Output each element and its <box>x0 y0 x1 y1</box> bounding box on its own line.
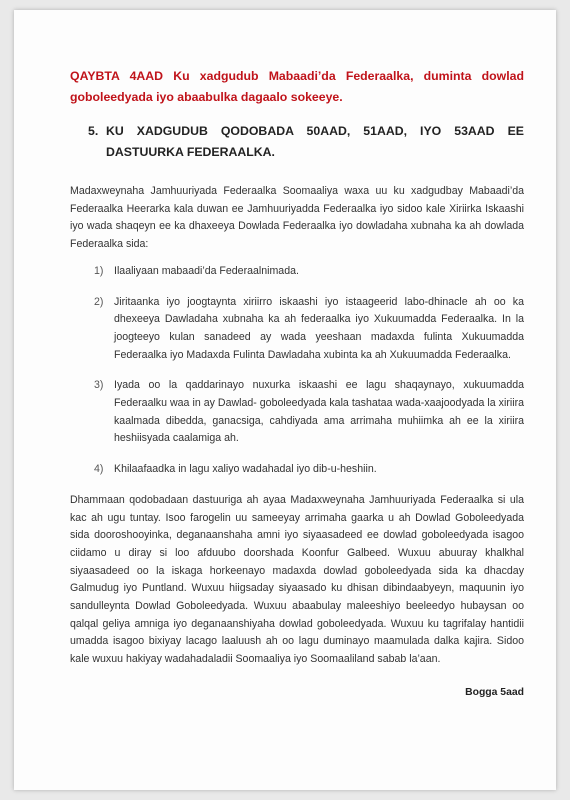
list-marker: 1) <box>94 264 104 277</box>
list-item <box>94 294 524 365</box>
summary-paragraph: Dhammaan qodobadaan dastuuriga ah ayaa Madaxweynaha Jamhuuriyada Federaalka si ula kac ah ugu tuntay. Isoo farogelin uu sameeyay arrimaha gaarka u ah Dowlad Goboleedyada sida dooroshooyinka, deganaanshaha amni iyo siyaasadeed ee dowlad goboleedyada isagoo ciidamo u diray si loo afduubo doorshada Koonfur Galbeed. Wuxuu abuuray khalkhal siyaasadeed oo la iskaga horkeenayo madaxda dowlad goboleedyada sida ka dhacday Galmudug iyo Puntland. Wuxuu hiigsaday siyaasado ku dhisan dibindaabyeyn, maquunin iyo sandulleynta Dowlad Goboleedyada. Wuxuu abaabulay maleeshiyo beeleedyo hubaysan oo qalqal geliya amniga iyo deganaanshiyaha dowlad goboleedyada. Wuxuu ku tagrifalay hantidii umadda isagoo bixiyay lacago laaluush ah oo lagu duminayo maamulada dalka kajira. Sidoo kale wuxuu hakiyay wadahadaladii Soomaaliya iyo Soomaaliland sabab la’aan. <box>70 493 524 666</box>
part-title: QAYBTA 4AAD Ku xadgudub Mabaadi’da Federaalka, duminta dowlad goboleedyada iyo abaabulka dagaalo sokeeye. <box>70 69 524 104</box>
section-title: KU XADGUDUB QODOBADA 50AAD, 51AAD, IYO 53AAD EE DASTUURKA FEDERAALKA. <box>106 124 524 159</box>
list-item-text: Jiritaanka iyo joogtaynta xiriirro iskaashi iyo istaageerid labo-dhinacle ah oo ka dhexeeya Dawladaha xubnaha ka ah federaalka iyo Xukuumadda Federaalka. In la joogteeyo kulan sanadeed ay wada yeeshaan madaxda fulinta Xukuumadda Federaalka iyo Madaxda Fulinta Dawladaha xubinta ka ah Xukuumadda Federaalka. <box>114 295 524 361</box>
section-number: 5. <box>88 124 99 138</box>
intro-paragraph: Madaxweynaha Jamhuuriyada Federaalka Soomaaliya waxa uu ku xadgudbay Mabaadi’da Federaalka Heerarka kala duwan ee Jamhuuriyadda Federaalka iyo sidoo kale Xiriirka Iskaashi iyo wada shaqeyn ee ka dhaxeeya Dowlada Federaalka iyo dowladaha xubnaha ka ah dowlada Federaalka sida: <box>70 185 524 251</box>
list-item-text: Ilaaliyaan mabaadi’da Federaalnimada. <box>114 264 299 277</box>
list-item <box>94 377 524 448</box>
list-item-text: Iyada oo la qaddarinayo nuxurka iskaashi ee lagu shaqaynayo, xukuumadda Federaalku waa in ay Dawlad- goboleedyada kala tashataa wada-xaajoodyada la xiriira kaalmada dibedda, ganacsiga, cahdiyada ama arrimaha muhiimka ah ee la xiriira heshiisyada caalamiga ah. <box>114 379 524 445</box>
list-marker: 2) <box>94 295 104 308</box>
list-item-text: Khilaafaadka in lagu xaliyo wadahadal iyo dib-u-heshiin. <box>114 463 377 476</box>
list-marker: 3) <box>94 379 104 392</box>
page-content <box>70 66 524 698</box>
section-heading <box>88 121 524 163</box>
page-footer-label: Bogga 5aad <box>465 686 524 698</box>
list-item <box>94 263 524 281</box>
list-marker: 4) <box>94 463 104 476</box>
document-page <box>14 10 556 790</box>
principles-list <box>94 263 524 479</box>
list-item <box>94 461 524 479</box>
